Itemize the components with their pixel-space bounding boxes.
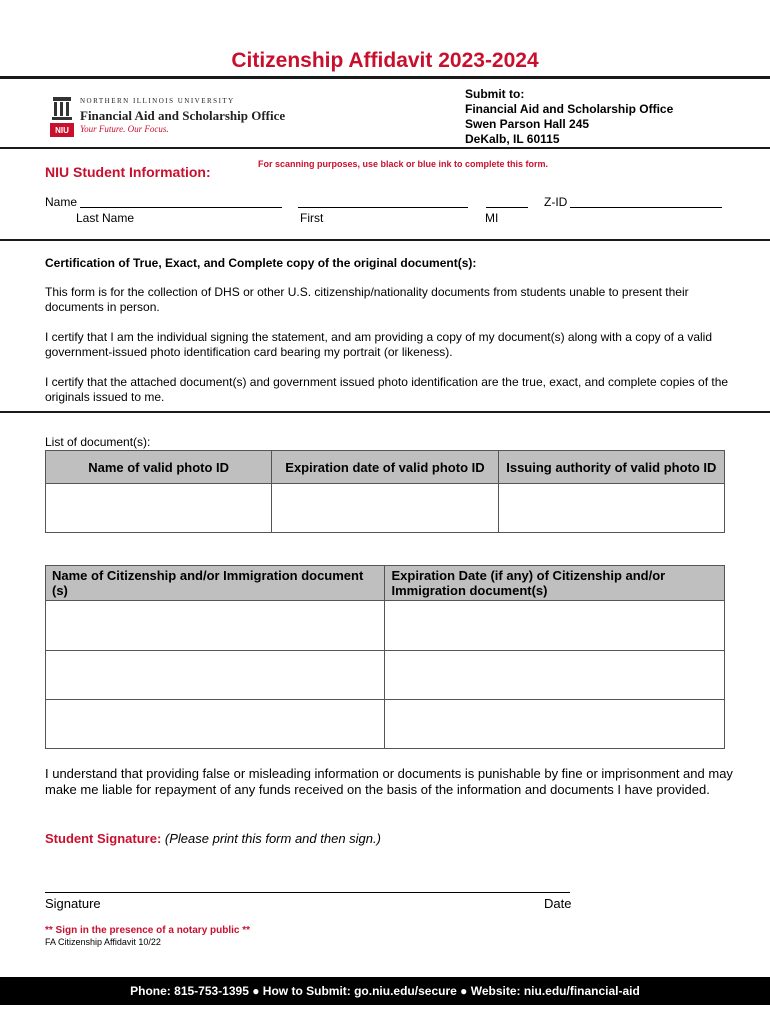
document-list-label: List of document(s): [45,435,151,449]
certification-paragraph-2: I certify that I am the individual signing the statement, and am providing a copy of my document(s) along with a copy of a valid government-issued photo identification card bearing my portrait (or likeness). [45,330,713,359]
photo-id-name-cell[interactable] [46,484,272,533]
date-caption: Date [544,896,572,911]
last-name-field[interactable] [80,207,282,208]
certification-paragraph-1: This form is for the collection of DHS or other U.S. citizenship/nationality documents from students unable to present their documents in person. [45,285,689,314]
student-info-divider [0,239,770,241]
submit-to-office: Financial Aid and Scholarship Office [465,102,674,116]
last-name-caption: Last Name [76,211,135,225]
citizenship-document-table [45,565,725,749]
mi-caption: MI [485,211,499,225]
citizenship-document-expiration-header: Expiration Date (if any) of Citizenship and/or Immigration document(s) [385,566,725,601]
logo-tagline: Your Future. Our Focus. [80,124,169,134]
certification-heading: Certification of True, Exact, and Complete copy of the original document(s): [45,256,477,270]
citizenship-document-name-cell[interactable] [46,601,385,651]
logo-office: Financial Aid and Scholarship Office [80,108,286,123]
citizenship-document-expiration-cell[interactable] [385,700,725,749]
citizenship-document-name-cell[interactable] [46,700,385,749]
certification-divider [0,411,770,413]
citizenship-document-expiration-cell[interactable] [385,651,725,700]
niu-logo [50,95,74,137]
signature-prompt [45,831,381,846]
signature-instruction: (Please print this form and then sign.) [164,831,381,846]
photo-id-authority-header: Issuing authority of valid photo ID [498,451,724,484]
photo-id-name-header: Name of valid photo ID [46,451,272,484]
signature-line[interactable] [45,892,570,893]
submit-to-address: Swen Parson Hall 245 [465,117,590,131]
photo-id-expiration-cell[interactable] [272,484,498,533]
photo-id-expiration-header: Expiration date of valid photo ID [272,451,498,484]
zid-label: Z-ID [544,195,568,209]
signature-caption: Signature [45,896,101,911]
first-name-field[interactable] [298,207,468,208]
declaration-text: I understand that providing false or misleading information or documents is punishable by fine or imprisonment and may make me liable for repayment of any funds received on the basis of the information and documents I have provided. [45,766,733,797]
certification-paragraph-3: I certify that the attached document(s) and government issued photo identification are the true, exact, and complete copies of the originals issued to me. [45,375,729,404]
student-info-heading: NIU Student Information: [45,164,211,180]
mi-field[interactable] [486,207,528,208]
photo-id-table [45,450,725,533]
submit-to-block [465,87,673,147]
footer-bar: Phone: 815-753-1395 ● How to Submit: go.niu.edu/secure ● Website: niu.edu/financial-aid [0,977,770,1005]
name-label: Name [45,195,78,209]
notary-notice: ** Sign in the presence of a notary public ** [45,925,251,936]
form-id: FA Citizenship Affidavit 10/22 [45,937,161,947]
zid-field[interactable] [570,207,722,208]
student-signature-label: Student Signature: [45,831,162,846]
ink-notice: For scanning purposes, use black or blue ink to complete this form. [258,159,549,169]
submit-to-city: DeKalb, IL 60115 [465,132,560,146]
logo-university: NORTHERN ILLINOIS UNIVERSITY [80,97,235,105]
citizenship-document-name-header: Name of Citizenship and/or Immigration document (s) [46,566,385,601]
first-name-caption: First [300,211,324,225]
logo-mark-text: NIU [55,126,69,135]
citizenship-document-name-cell[interactable] [46,651,385,700]
title-divider [0,76,770,79]
header-divider [0,147,770,149]
photo-id-authority-cell[interactable] [498,484,724,533]
citizenship-document-expiration-cell[interactable] [385,601,725,651]
page-title: Citizenship Affidavit 2023-2024 [231,49,539,72]
submit-to-heading: Submit to: [465,87,525,101]
